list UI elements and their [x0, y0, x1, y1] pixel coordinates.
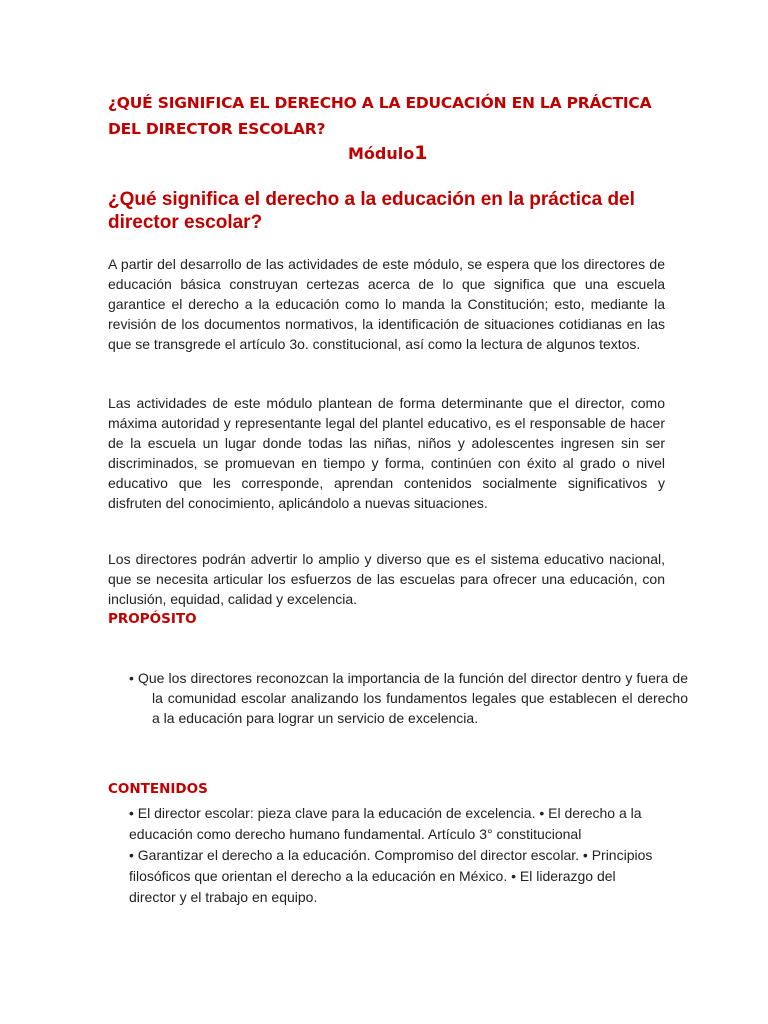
contenidos-line-2: • Garantizar el derecho a la educación. Compromiso del director escolar. • Principios filosóficos que orientan el derecho a la educación en México. • El liderazgo del director y el trabajo en equipo.	[129, 847, 653, 905]
proposito-heading: PROPÓSITO	[108, 611, 197, 627]
proposito-bullet: • Que los directores reconozcan la importancia de la función del director dentro y fuera de la comunidad escolar analizando los fundamentos legales que establecen el derecho a la educación para lograr un servicio de excelencia.	[129, 670, 688, 726]
module-label-text: Módulo	[348, 144, 415, 163]
section-heading: ¿Qué significa el derecho a la educación en la práctica del director escolar?	[108, 189, 635, 233]
contenidos-line-1: • El director escolar: pieza clave para la educación de excelencia. • El derecho a la educación como derecho humano fundamental. Artículo 3° constitucional	[129, 805, 642, 842]
intro-paragraph: A partir del desarrollo de las actividades de este módulo, se espera que los directores de educación básica construyan certezas acerca de lo que significa que una escuela garantice el derecho a la educación como lo manda la Constitución; esto, mediante la revisión de los documentos normativos, la identificación de situaciones cotidianas en las que se transgrede el artículo 3o. constitucional, así como la lectura de algunos textos.	[108, 256, 665, 352]
contenidos-heading: CONTENIDOS	[108, 781, 208, 797]
system-paragraph: Los directores podrán advertir lo amplio y diverso que es el sistema educativo nacional, que se necesita articular los esfuerzos de las escuelas para ofrecer una educación, con inclusión, equidad, calidad y excelencia.	[108, 551, 665, 607]
module-label	[348, 141, 427, 166]
main-title: ¿QUÉ SIGNIFICA EL DERECHO A LA EDUCACIÓN EN LA PRÁCTICA DEL DIRECTOR ESCOLAR?	[108, 94, 652, 138]
module-number: 1	[414, 142, 428, 164]
activities-paragraph: Las actividades de este módulo plantean de forma determinante que el director, como máxima autoridad y representante legal del plantel educativo, es el responsable de hacer de la escuela un lugar donde todas las niñas, niños y adolescentes ingresen sin ser discriminados, se promuevan en tiempo y forma, continúen con éxito al grado o nivel educativo que les corresponde, aprendan contenidos socialmente significativos y disfruten del conocimiento, aplicándolo a nuevas situaciones.	[108, 395, 665, 511]
